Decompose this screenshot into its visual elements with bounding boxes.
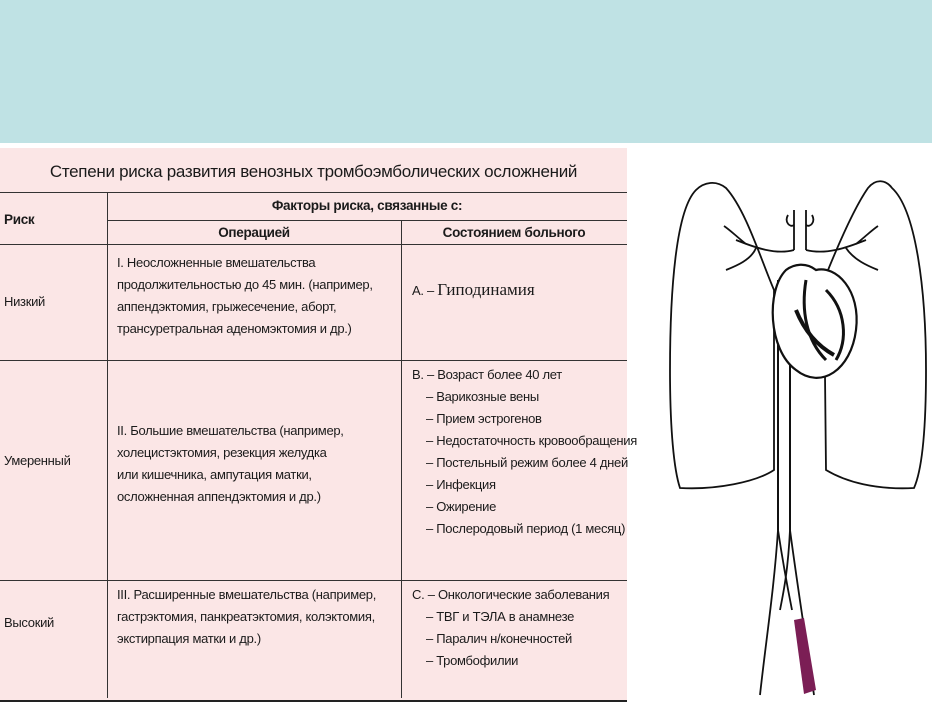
table-rule-col2 [401,220,402,698]
operation-line: экстирпация матки и др.) [117,631,261,646]
patient-item: – Варикозные вены [426,389,539,404]
patient-item: – Прием эстрогенов [426,411,542,426]
operation-line: осложненная аппендэктомия и др.) [117,489,321,504]
risk-moderate: Умеренный [4,453,71,468]
table-rule-header [0,244,627,245]
patient-item: – ТВГ и ТЭЛА в анамнезе [426,609,575,624]
operation-line: трансуретральная аденомэктомия и др.) [117,321,352,336]
table-rule-factors [107,220,627,221]
thrombus-highlight [794,618,816,694]
patient-low [412,279,535,302]
header-risk: Риск [4,212,35,227]
patient-item: – Постельный режим более 4 дней [426,455,628,470]
lungs-heart-venous-system-illustration [656,170,936,700]
operation-low [117,252,399,340]
table-rule-row1 [0,360,627,361]
header-patient: Состоянием больного [442,225,586,240]
operation-line: холецистэктомия, резекция желудка [117,445,327,460]
patient-item: – Ожирение [426,499,497,514]
table-title: Степени риска развития венозных тромбоэмболических осложнений [49,162,578,181]
patient-item: – Тромбофилии [426,653,519,668]
operation-line: или кишечника, ампутация матки, [117,467,312,482]
patient-item: – Паралич н/конечностей [426,631,573,646]
patient-item: – Инфекция [426,477,496,492]
risk-low: Низкий [4,294,46,309]
table-rule-row2 [0,580,627,581]
operation-line: продолжительностью до 45 мин. (например, [117,277,373,292]
patient-moderate [412,364,637,540]
operation-moderate [117,420,399,508]
table-rule-col1 [107,192,108,698]
operation-high [117,584,399,650]
risk-table [0,148,637,702]
patient-item: – Недостаточность кровообращения [426,433,637,448]
operation-line: II. Большие вмешательства (например, [117,423,344,438]
patient-item: С. – Онкологические заболевания [412,587,610,602]
header-factors: Факторы риска, связанные с: [271,198,463,213]
patient-item: В. – Возраст более 40 лет [412,367,562,382]
patient-item: Гиподинамия [437,280,535,299]
operation-line: гастрэктомия, панкреатэктомия, колэктомия, [117,609,375,624]
risk-high: Высокий [4,615,55,630]
patient-item: – Послеродовый период (1 месяц) [426,521,626,536]
operation-line: III. Расширенные вмешательства (например, [117,587,377,602]
patient-prefix: А. – [412,283,434,298]
slide-title-band [0,0,932,143]
patient-high [412,584,626,672]
header-operation: Операцией [218,225,290,240]
operation-line: I. Неосложненные вмешательства [117,255,316,270]
table-rule-top [0,192,627,193]
operation-line: аппендэктомия, грыжесечение, аборт, [117,299,337,314]
